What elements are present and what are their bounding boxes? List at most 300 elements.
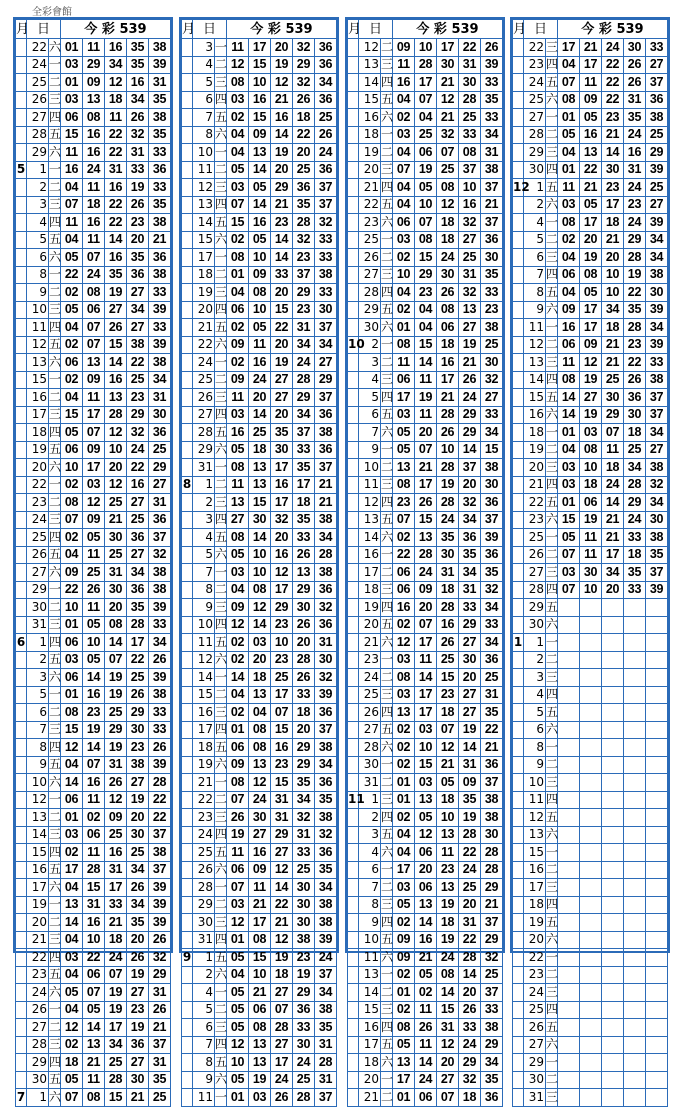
month-cell <box>182 56 193 74</box>
number-cell: 13 <box>393 704 415 722</box>
number-cell <box>558 1019 580 1037</box>
number-cell <box>558 721 580 739</box>
number-cell <box>558 826 580 844</box>
number-cell: 36 <box>148 424 170 442</box>
day-cell: 2 <box>359 809 381 827</box>
number-cell <box>558 966 580 984</box>
month-cell <box>16 721 27 739</box>
weekday-cell: 六 <box>49 354 61 372</box>
number-cell: 14 <box>601 494 623 512</box>
number-cell: 17 <box>249 914 271 932</box>
number-cell: 39 <box>148 599 170 617</box>
month-cell <box>16 389 27 407</box>
number-cell: 26 <box>292 546 314 564</box>
weekday-cell: 三 <box>49 616 61 634</box>
results-table <box>347 19 503 1107</box>
table-row <box>348 651 503 669</box>
day-cell: 22 <box>524 949 546 967</box>
number-cell: 13 <box>415 529 437 547</box>
number-cell: 02 <box>83 809 105 827</box>
number-cell: 37 <box>314 459 336 477</box>
number-cell: 25 <box>83 564 105 582</box>
day-cell: 23 <box>193 809 215 827</box>
weekday-cell: 三 <box>381 56 393 74</box>
weekday-cell: 三 <box>215 284 227 302</box>
number-cell: 26 <box>148 1001 170 1019</box>
number-cell: 28 <box>436 599 458 617</box>
number-cell: 19 <box>227 826 249 844</box>
weekday-cell: 二 <box>49 284 61 302</box>
number-cell: 02 <box>393 809 415 827</box>
number-cell: 07 <box>558 74 580 92</box>
number-cell: 22 <box>148 791 170 809</box>
number-cell: 26 <box>480 39 502 57</box>
number-cell: 34 <box>292 336 314 354</box>
weekday-cell: 一 <box>381 861 393 879</box>
weekday-cell: 六 <box>381 949 393 967</box>
number-cell: 05 <box>227 949 249 967</box>
number-cell: 04 <box>393 826 415 844</box>
number-cell: 21 <box>270 914 292 932</box>
day-cell: 10 <box>359 459 381 477</box>
number-cell: 11 <box>249 336 271 354</box>
number-cell: 01 <box>227 266 249 284</box>
day-cell: 9 <box>359 441 381 459</box>
number-cell: 21 <box>480 739 502 757</box>
header-day: 日 <box>359 20 393 39</box>
number-cell: 03 <box>227 564 249 582</box>
number-cell: 03 <box>227 179 249 197</box>
number-cell: 27 <box>126 546 148 564</box>
month-cell <box>16 266 27 284</box>
number-cell <box>601 651 623 669</box>
weekday-cell: 六 <box>381 1054 393 1072</box>
number-cell: 01 <box>61 686 83 704</box>
number-cell <box>580 809 602 827</box>
day-cell: 1 <box>193 949 215 967</box>
number-cell: 04 <box>227 126 249 144</box>
month-cell <box>348 879 359 897</box>
table-row <box>16 1054 171 1072</box>
weekday-cell: 五 <box>381 1036 393 1054</box>
number-cell: 06 <box>580 494 602 512</box>
weekday-cell: 四 <box>381 74 393 92</box>
month-cell <box>182 914 193 932</box>
day-cell: 8 <box>524 284 546 302</box>
weekday-cell: 一 <box>49 56 61 74</box>
weekday-cell: 二 <box>381 984 393 1002</box>
number-cell: 35 <box>314 861 336 879</box>
number-cell: 38 <box>645 529 667 547</box>
month-cell: 5 <box>16 161 27 179</box>
header-day: 日 <box>524 20 558 39</box>
weekday-cell: 三 <box>381 1001 393 1019</box>
number-cell: 25 <box>126 669 148 687</box>
day-cell: 7 <box>524 266 546 284</box>
weekday-cell: 六 <box>381 424 393 442</box>
table-row <box>513 581 668 599</box>
number-cell: 06 <box>415 879 437 897</box>
number-cell: 19 <box>436 476 458 494</box>
number-cell: 38 <box>480 809 502 827</box>
number-cell: 19 <box>270 56 292 74</box>
number-cell: 05 <box>415 809 437 827</box>
day-cell: 9 <box>193 1071 215 1089</box>
day-cell: 9 <box>193 599 215 617</box>
number-cell <box>623 1036 645 1054</box>
month-cell <box>182 966 193 984</box>
number-cell: 28 <box>292 214 314 232</box>
number-cell: 08 <box>393 669 415 687</box>
month-cell <box>182 844 193 862</box>
number-cell: 38 <box>645 109 667 127</box>
number-cell: 08 <box>393 336 415 354</box>
number-cell: 29 <box>623 231 645 249</box>
month-cell <box>513 336 524 354</box>
weekday-cell: 五 <box>49 126 61 144</box>
number-cell <box>645 931 667 949</box>
weekday-cell: 二 <box>49 704 61 722</box>
number-cell <box>558 651 580 669</box>
number-cell: 23 <box>623 196 645 214</box>
weekday-cell: 四 <box>381 494 393 512</box>
weekday-cell: 五 <box>381 931 393 949</box>
day-cell: 24 <box>193 354 215 372</box>
number-cell: 21 <box>580 39 602 57</box>
number-cell: 17 <box>83 459 105 477</box>
number-cell: 08 <box>580 441 602 459</box>
month-cell <box>348 774 359 792</box>
number-cell: 24 <box>623 126 645 144</box>
number-cell: 01 <box>227 1089 249 1107</box>
number-cell: 27 <box>104 301 126 319</box>
number-cell <box>623 1071 645 1089</box>
number-cell: 08 <box>227 74 249 92</box>
month-cell <box>513 406 524 424</box>
number-cell: 25 <box>270 669 292 687</box>
number-cell: 28 <box>436 406 458 424</box>
table-row <box>16 861 171 879</box>
weekday-cell: 六 <box>49 564 61 582</box>
number-cell: 33 <box>148 319 170 337</box>
number-cell: 23 <box>270 756 292 774</box>
number-cell: 27 <box>645 196 667 214</box>
number-cell: 04 <box>393 196 415 214</box>
number-cell: 33 <box>292 844 314 862</box>
number-cell: 15 <box>415 511 437 529</box>
number-cell: 12 <box>227 914 249 932</box>
number-cell: 08 <box>249 931 271 949</box>
number-cell: 35 <box>480 266 502 284</box>
number-cell: 18 <box>458 1089 480 1107</box>
weekday-cell: 五 <box>381 406 393 424</box>
day-cell: 12 <box>193 179 215 197</box>
number-cell: 25 <box>104 704 126 722</box>
number-cell: 26 <box>623 74 645 92</box>
table-row <box>182 91 337 109</box>
weekday-cell: 六 <box>49 249 61 267</box>
weekday-cell: 三 <box>546 879 558 897</box>
number-cell <box>601 914 623 932</box>
weekday-cell: 一 <box>49 686 61 704</box>
weekday-cell: 五 <box>49 756 61 774</box>
month-cell <box>16 651 27 669</box>
month-cell <box>182 931 193 949</box>
number-cell: 38 <box>314 564 336 582</box>
weekday-cell: 二 <box>381 879 393 897</box>
number-cell <box>558 949 580 967</box>
number-cell: 31 <box>148 1054 170 1072</box>
number-cell: 22 <box>458 931 480 949</box>
table-row <box>182 336 337 354</box>
month-cell <box>16 984 27 1002</box>
number-cell: 11 <box>601 441 623 459</box>
table-row <box>513 336 668 354</box>
day-cell: 12 <box>27 336 49 354</box>
day-cell: 17 <box>27 879 49 897</box>
number-cell: 34 <box>126 564 148 582</box>
day-cell: 16 <box>359 1019 381 1037</box>
month-cell <box>513 371 524 389</box>
day-cell: 23 <box>359 651 381 669</box>
table-row <box>348 354 503 372</box>
number-cell: 15 <box>270 301 292 319</box>
month-cell <box>348 826 359 844</box>
month-cell <box>348 494 359 512</box>
number-cell: 14 <box>249 616 271 634</box>
number-cell: 29 <box>148 459 170 477</box>
number-cell <box>601 1019 623 1037</box>
number-cell: 15 <box>61 126 83 144</box>
number-cell: 38 <box>314 1001 336 1019</box>
weekday-cell: 五 <box>381 511 393 529</box>
number-cell <box>558 599 580 617</box>
number-cell: 30 <box>148 406 170 424</box>
day-cell: 15 <box>193 686 215 704</box>
table-row <box>182 266 337 284</box>
number-cell: 19 <box>104 686 126 704</box>
number-cell <box>558 739 580 757</box>
month-cell: 8 <box>182 476 193 494</box>
month-cell <box>16 459 27 477</box>
number-cell <box>580 686 602 704</box>
number-cell: 15 <box>61 406 83 424</box>
number-cell: 08 <box>249 284 271 302</box>
month-cell <box>182 984 193 1002</box>
number-cell: 02 <box>61 476 83 494</box>
weekday-cell: 四 <box>546 266 558 284</box>
number-cell: 34 <box>314 984 336 1002</box>
number-cell <box>558 1054 580 1072</box>
table-row <box>16 56 171 74</box>
number-cell: 32 <box>148 546 170 564</box>
table-header-row <box>348 20 503 39</box>
number-cell: 18 <box>436 704 458 722</box>
table-row <box>513 931 668 949</box>
number-cell: 02 <box>393 966 415 984</box>
number-cell <box>601 704 623 722</box>
day-cell: 31 <box>27 616 49 634</box>
table-row <box>348 704 503 722</box>
weekday-cell: 六 <box>49 984 61 1002</box>
number-cell: 29 <box>645 144 667 162</box>
number-cell: 37 <box>148 529 170 547</box>
number-cell: 16 <box>270 546 292 564</box>
day-cell: 27 <box>193 406 215 424</box>
day-cell: 25 <box>359 686 381 704</box>
number-cell <box>623 756 645 774</box>
month-cell <box>348 861 359 879</box>
table-row <box>182 476 337 494</box>
table-row <box>16 511 171 529</box>
number-cell: 10 <box>436 809 458 827</box>
weekday-cell: 五 <box>215 634 227 652</box>
day-cell: 4 <box>193 529 215 547</box>
table-row <box>513 1071 668 1089</box>
month-cell: 12 <box>513 179 524 197</box>
number-cell: 30 <box>480 354 502 372</box>
table-row <box>348 1054 503 1072</box>
number-cell: 08 <box>415 231 437 249</box>
number-cell: 38 <box>148 844 170 862</box>
number-cell: 20 <box>601 249 623 267</box>
number-cell: 10 <box>415 739 437 757</box>
table-row <box>513 1001 668 1019</box>
weekday-cell: 一 <box>546 1054 558 1072</box>
day-cell: 18 <box>193 739 215 757</box>
month-cell <box>513 476 524 494</box>
number-cell: 25 <box>436 651 458 669</box>
month-cell <box>348 91 359 109</box>
number-cell: 04 <box>393 144 415 162</box>
day-cell: 5 <box>193 1001 215 1019</box>
number-cell: 36 <box>645 91 667 109</box>
month-cell <box>513 704 524 722</box>
number-cell: 05 <box>61 249 83 267</box>
table-row <box>16 1089 171 1107</box>
month-cell <box>16 686 27 704</box>
table-row <box>16 879 171 897</box>
number-cell: 21 <box>104 511 126 529</box>
day-cell: 20 <box>27 914 49 932</box>
number-cell: 35 <box>480 704 502 722</box>
number-cell: 37 <box>148 861 170 879</box>
day-cell: 26 <box>193 389 215 407</box>
number-cell: 16 <box>83 214 105 232</box>
number-cell: 03 <box>393 126 415 144</box>
number-cell: 19 <box>104 984 126 1002</box>
day-cell: 29 <box>27 1054 49 1072</box>
header-day: 日 <box>193 20 227 39</box>
number-cell: 36 <box>292 179 314 197</box>
table-row <box>513 529 668 547</box>
number-cell: 35 <box>480 91 502 109</box>
weekday-cell: 五 <box>546 284 558 302</box>
day-cell: 27 <box>27 1019 49 1037</box>
number-cell <box>558 861 580 879</box>
day-cell: 13 <box>524 826 546 844</box>
number-cell: 02 <box>227 109 249 127</box>
number-cell: 19 <box>126 1019 148 1037</box>
number-cell: 14 <box>558 406 580 424</box>
weekday-cell: 四 <box>546 791 558 809</box>
number-cell: 20 <box>415 599 437 617</box>
weekday-cell: 五 <box>49 966 61 984</box>
table-row <box>513 686 668 704</box>
day-cell: 5 <box>193 546 215 564</box>
table-row <box>513 879 668 897</box>
table-row <box>348 756 503 774</box>
number-cell <box>580 756 602 774</box>
number-cell: 32 <box>314 826 336 844</box>
number-cell: 25 <box>104 494 126 512</box>
number-cell: 34 <box>314 74 336 92</box>
weekday-cell: 一 <box>546 529 558 547</box>
table-row <box>513 126 668 144</box>
number-cell: 07 <box>83 249 105 267</box>
month-cell <box>348 1089 359 1107</box>
month-cell: 6 <box>16 634 27 652</box>
number-cell: 03 <box>227 406 249 424</box>
number-cell: 09 <box>227 336 249 354</box>
number-cell: 02 <box>558 231 580 249</box>
month-cell <box>513 546 524 564</box>
number-cell: 17 <box>83 406 105 424</box>
month-cell <box>348 931 359 949</box>
number-cell: 07 <box>227 196 249 214</box>
number-cell <box>558 931 580 949</box>
number-cell: 11 <box>83 231 105 249</box>
table-row <box>348 949 503 967</box>
number-cell <box>580 616 602 634</box>
weekday-cell: 四 <box>215 91 227 109</box>
table-row <box>16 336 171 354</box>
weekday-cell: 四 <box>49 424 61 442</box>
number-cell <box>623 634 645 652</box>
number-cell: 26 <box>314 126 336 144</box>
number-cell: 29 <box>292 739 314 757</box>
day-cell: 9 <box>359 914 381 932</box>
number-cell: 21 <box>580 179 602 197</box>
number-cell: 32 <box>436 126 458 144</box>
table-row <box>16 301 171 319</box>
number-cell: 22 <box>126 459 148 477</box>
number-cell: 31 <box>270 791 292 809</box>
number-cell: 13 <box>104 389 126 407</box>
day-cell: 28 <box>359 739 381 757</box>
number-cell: 31 <box>480 686 502 704</box>
table-row <box>16 616 171 634</box>
month-cell <box>348 214 359 232</box>
number-cell: 26 <box>436 284 458 302</box>
number-cell: 02 <box>393 721 415 739</box>
brand-label: 全彩會館 <box>32 7 72 18</box>
number-cell: 10 <box>393 266 415 284</box>
number-cell: 32 <box>458 1071 480 1089</box>
weekday-cell: 四 <box>49 739 61 757</box>
number-cell: 09 <box>249 861 271 879</box>
number-cell: 34 <box>104 56 126 74</box>
number-cell <box>580 1054 602 1072</box>
day-cell: 12 <box>359 494 381 512</box>
header-title: 今 彩 539 <box>61 20 171 39</box>
number-cell: 07 <box>558 581 580 599</box>
number-cell <box>623 739 645 757</box>
number-cell: 19 <box>270 354 292 372</box>
number-cell: 27 <box>580 389 602 407</box>
number-cell: 11 <box>104 109 126 127</box>
table-row <box>182 1054 337 1072</box>
